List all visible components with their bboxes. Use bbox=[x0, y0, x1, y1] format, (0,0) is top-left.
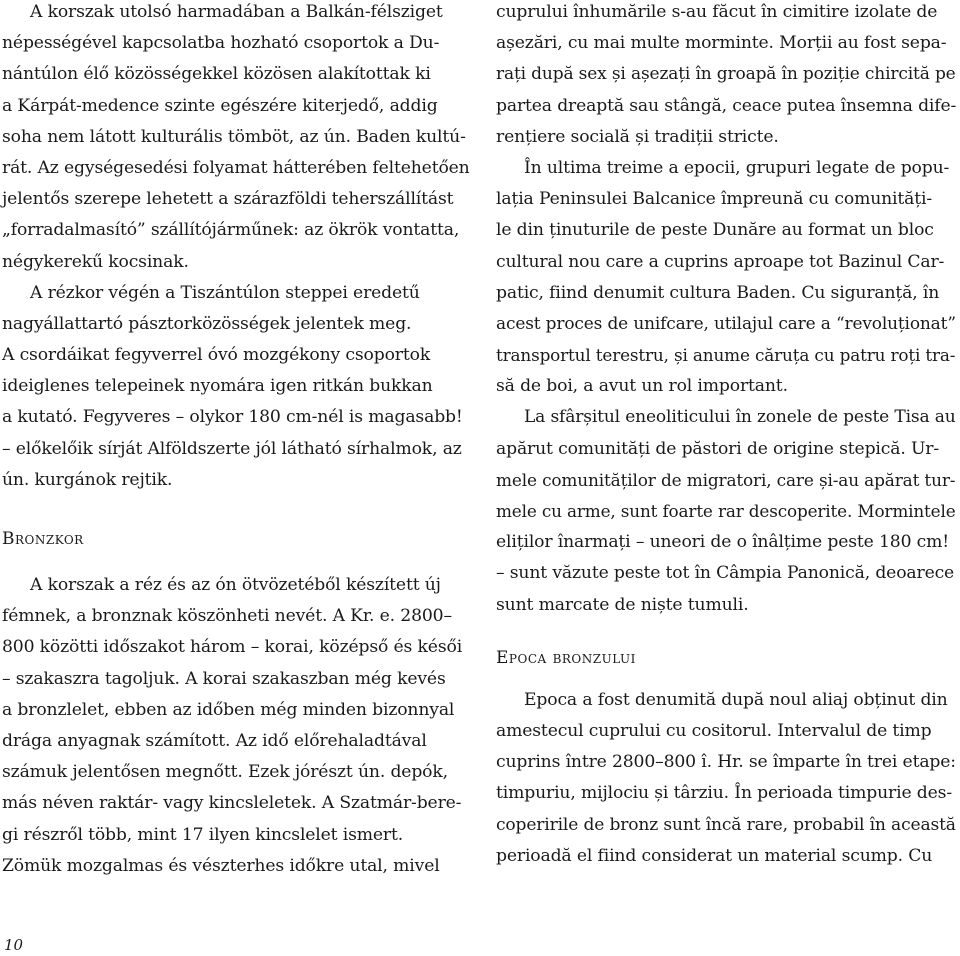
spacer bbox=[2, 496, 472, 522]
text-line: drága anyagnak számított. Az idő előrehaladtával bbox=[2, 730, 427, 751]
text-line: A korszak a réz és az ón ötvözetéből készített új bbox=[30, 575, 441, 595]
text-line: transportul terestru, și anume căruța cu patru roți tra- bbox=[496, 345, 956, 366]
text-line: În ultima treime a epocii, grupuri legate de popu- bbox=[524, 157, 950, 178]
text-line: cuprins între 2800–800 î. Hr. se împarte în trei etape: bbox=[496, 752, 956, 773]
text-line: négykerekű kocsinak. bbox=[2, 251, 189, 272]
paragraph bbox=[496, 685, 958, 872]
paragraph bbox=[2, 0, 472, 278]
spacer bbox=[496, 621, 958, 641]
paragraph bbox=[496, 402, 958, 620]
text-line: acest proces de unifcare, utilajul care a “revoluționat” bbox=[496, 313, 956, 334]
text-line: – sunt văzute peste tot în Câmpia Panonică, deoarece bbox=[496, 563, 955, 584]
text-line: cultural nou care a cuprins aproape tot Bazinul Car- bbox=[496, 251, 945, 272]
text-line: rát. Az egységesedési folyamat hátterében feltehetően bbox=[2, 157, 470, 178]
text-line: A korszak utolsó harmadában a Balkán-félsziget bbox=[30, 2, 443, 22]
text-line: le din ținuturile de peste Dunăre au format un bloc bbox=[496, 220, 934, 241]
text-line: timpuriu, mijlociu și târziu. În perioada timpurie des- bbox=[496, 783, 952, 804]
spacer bbox=[2, 556, 472, 570]
paragraph bbox=[496, 0, 958, 153]
text-line: mele comunităților de migratori, care și-au apărat tur- bbox=[496, 469, 956, 490]
text-line: számuk jelentősen megnőtt. Ezek jórészt ún. depók, bbox=[2, 762, 448, 783]
text-line: partea dreaptă sau stângă, ceace putea însemna dife- bbox=[496, 95, 957, 116]
text-line: – szakaszra tagoljuk. A korai szakaszban még kevés bbox=[2, 668, 446, 689]
text-line: rați după sex și așezați în groapă în poziție chircită pe bbox=[496, 64, 956, 85]
text-line: patic, fiind denumit cultura Baden. Cu siguranță, în bbox=[496, 282, 940, 303]
text-line: La sfârșitul eneoliticului în zonele de peste Tisa au bbox=[524, 407, 956, 428]
page-number: 10 bbox=[4, 936, 24, 954]
text-line: cuprului înhumările s-au făcut în cimitire izolate de bbox=[496, 2, 938, 22]
paragraph bbox=[2, 278, 472, 496]
text-line: jelentős szerepe lehetett a szárazföldi teherszállítást bbox=[2, 189, 454, 210]
text-line: apărut comunități de păstori de origine stepică. Ur- bbox=[496, 438, 940, 459]
text-line: más néven raktár- vagy kincsleletek. A Szatmár-bere- bbox=[2, 793, 462, 814]
text-line: népességével kapcsolatba hozható csoportok a Du- bbox=[2, 33, 440, 54]
text-line: Epoca a fost denumită după noul aliaj obținut din bbox=[524, 689, 948, 710]
text-line: Zömük mozgalmas és vészterhes időkre utal, mivel bbox=[2, 855, 440, 876]
text-line: sunt marcate de niște tumuli. bbox=[496, 594, 749, 615]
text-line: „forradalmasító” szállítójárműnek: az ökrök vontatta, bbox=[2, 220, 460, 241]
text-line: gi részről több, mint 17 ilyen kincslelet ismert. bbox=[2, 824, 404, 845]
text-line: mele cu arme, sunt foarte rar descoperite. Mormintele bbox=[496, 501, 956, 521]
spacer bbox=[496, 675, 958, 685]
section-heading bbox=[2, 522, 472, 556]
text-line: amestecul cuprului cu cositorul. Intervalul de timp bbox=[496, 720, 932, 741]
text-line: nagyállattartó pásztorközösségek jelentek meg. bbox=[2, 313, 412, 334]
paragraph bbox=[2, 570, 472, 882]
text-line: a bronzlelet, ebben az időben még minden bizonnyal bbox=[2, 699, 455, 720]
text-line: nántúlon élő közösségekkel közösen alakítottak ki bbox=[2, 64, 431, 85]
text-line: – előkelőik sírját Alföldszerte jól látható sírhalmok, az bbox=[2, 438, 462, 459]
text-line: să de boi, a avut un rol important. bbox=[496, 376, 788, 397]
paragraph bbox=[496, 153, 958, 403]
text-line: ún. kurgánok rejtik. bbox=[2, 469, 173, 490]
text-line: 800 közötti időszakot három – korai, középső és késői bbox=[2, 637, 463, 658]
text-line: fémnek, a bronznak köszönheti nevét. A Kr. e. 2800– bbox=[2, 606, 452, 627]
text-line: soha nem látott kulturális tömböt, az ún. Baden kultú- bbox=[2, 126, 466, 147]
text-line: A csordáikat fegyverrel óvó mozgékony csoportok bbox=[2, 345, 431, 366]
text-line: lația Peninsulei Balcanice împreună cu comunități- bbox=[496, 189, 933, 210]
text-line: așezări, cu mai multe morminte. Morții au fost sepa- bbox=[496, 33, 947, 54]
section-heading-text: Bronzkor bbox=[2, 529, 84, 549]
section-heading bbox=[496, 641, 958, 675]
text-line: rențiere socială și tradiții stricte. bbox=[496, 126, 779, 147]
text-line: a Kárpát-medence szinte egészére kiterjedő, addig bbox=[2, 95, 438, 116]
left-column bbox=[2, 0, 472, 882]
section-heading-text: Epoca bronzului bbox=[496, 647, 636, 668]
text-line: coperirile de bronz sunt încă rare, probabil în această bbox=[496, 814, 956, 835]
text-line: a kutató. Fegyveres – olykor 180 cm-nél is magasabb! bbox=[2, 407, 463, 428]
text-line: perioadă el fiind considerat un material scump. Cu bbox=[496, 845, 933, 866]
text-line: eliților înarmați – uneori de o înâlțime peste 180 cm! bbox=[496, 532, 950, 553]
text-line: A rézkor végén a Tiszántúlon steppei eredetű bbox=[30, 282, 420, 303]
right-column bbox=[496, 0, 958, 872]
text-line: ideiglenes telepeinek nyomára igen ritkán bukkan bbox=[2, 376, 433, 397]
